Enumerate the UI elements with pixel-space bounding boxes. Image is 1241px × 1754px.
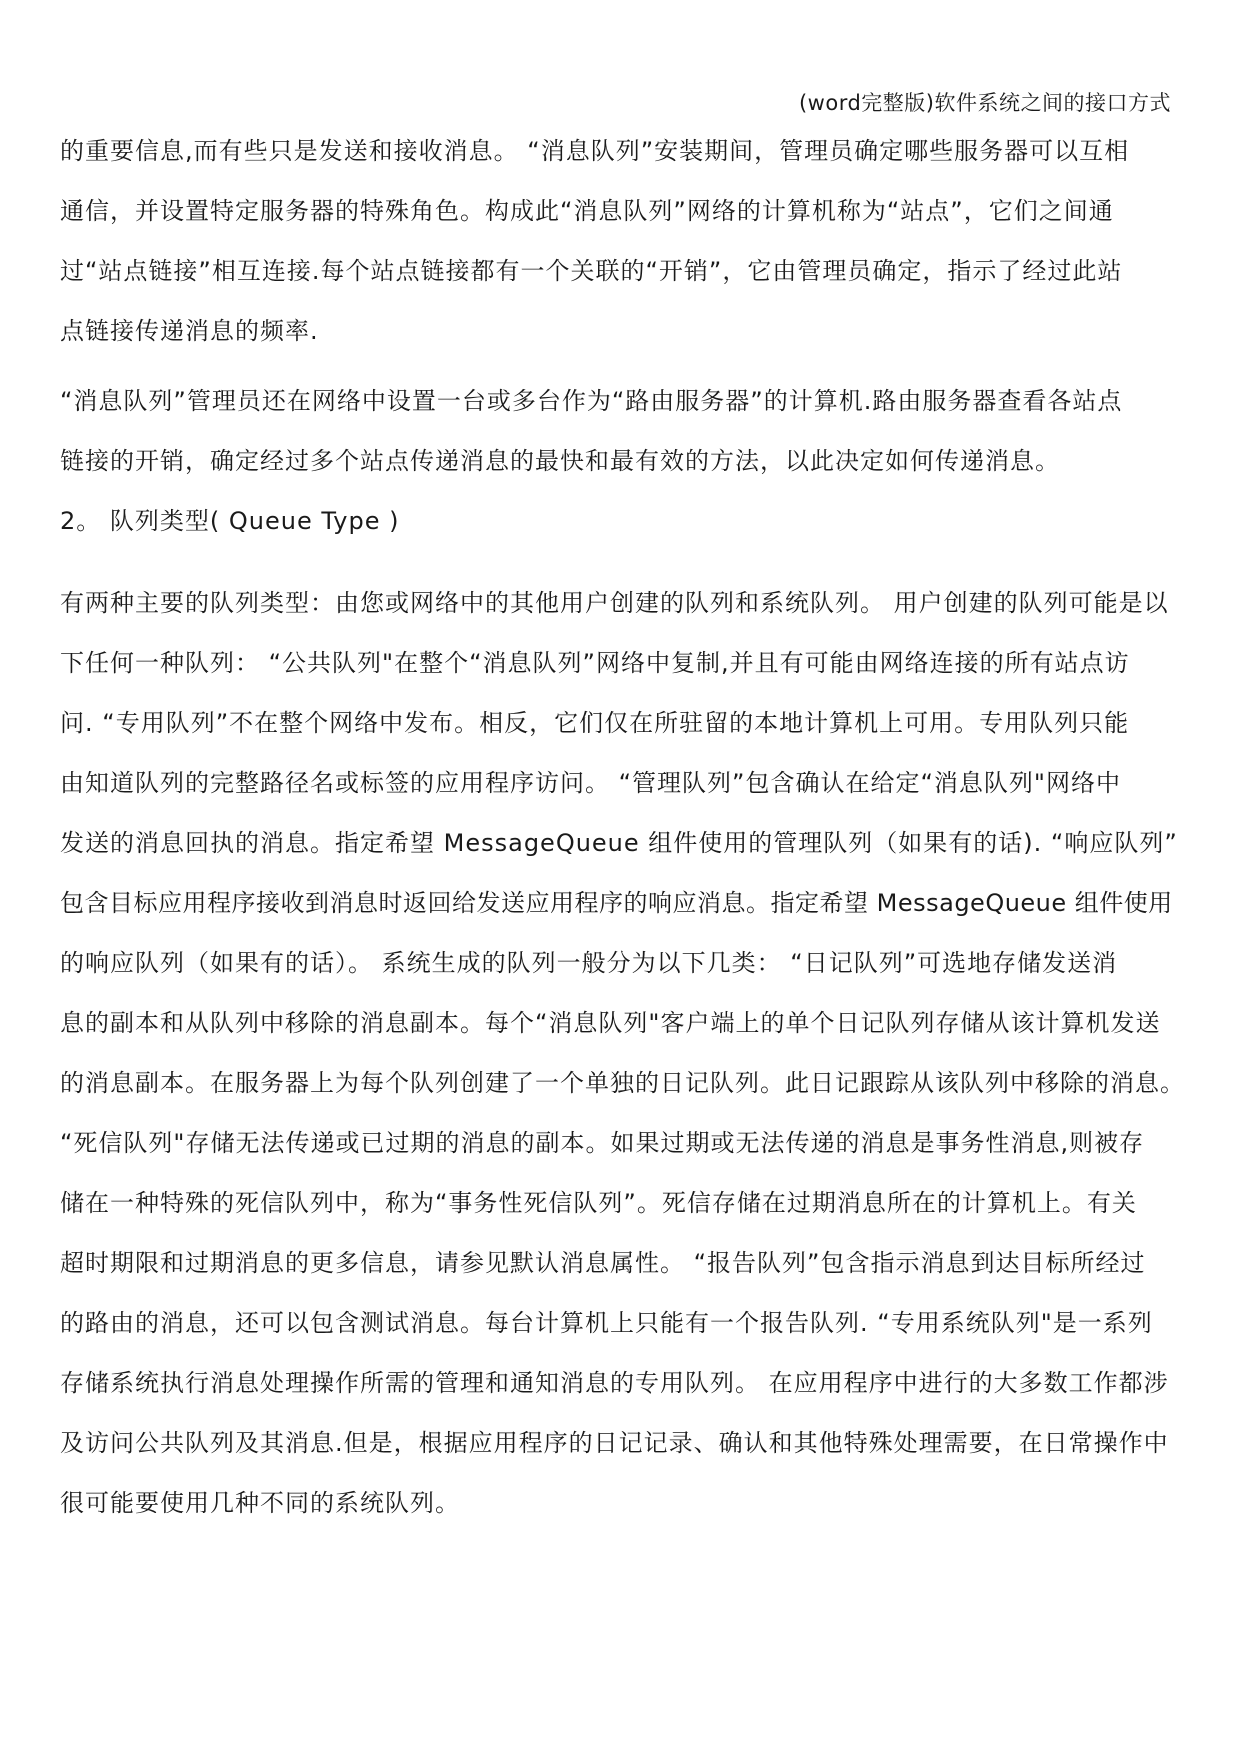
text-line: 下任何一种队列： “公共队列"在整个“消息队列”网络中复制,并且有可能由网络连接的所有站点访 [60, 649, 1130, 677]
text-line: 储在一种特殊的死信队列中，称为“事务性死信队列”。死信存储在过期消息所在的计算机上。有关 [60, 1189, 1137, 1217]
text-line: 链接的开销，确定经过多个站点传递消息的最快和最有效的方法，以此决定如何传递消息。 [60, 447, 1060, 475]
text-line: 通信，并设置特定服务器的特殊角色。构成此“消息队列”网络的计算机称为“站点”，它们之间通 [60, 197, 1114, 225]
text-line: 的消息副本。在服务器上为每个队列创建了一个单独的日记队列。此日记跟踪从该队列中移除的消息。 [60, 1069, 1185, 1097]
paragraph-message-queue-sites [60, 121, 1185, 361]
text-line: 的响应队列（如果有的话）。 系统生成的队列一般分为以下几类： “日记队列”可选地存储发送消 [60, 949, 1118, 977]
text-line: 点链接传递消息的频率. [60, 317, 319, 345]
text-line: 超时期限和过期消息的更多信息，请参见默认消息属性。 “报告队列”包含指示消息到达目标所经过 [60, 1249, 1146, 1277]
text-line: 过“站点链接”相互连接.每个站点链接都有一个关联的“开销”，它由管理员确定，指示了经过此站 [60, 257, 1123, 285]
text-line: 及访问公共队列及其消息.但是，根据应用程序的日记记录、确认和其他特殊处理需要，在日常操作中 [60, 1429, 1169, 1457]
text-line: 息的副本和从队列中移除的消息副本。每个“消息队列"客户端上的单个日记队列存储从该计算机发送 [60, 1009, 1161, 1037]
text-line: “死信队列"存储无法传递或已过期的消息的副本。如果过期或无法传递的消息是事务性消息,则被存 [60, 1129, 1145, 1157]
section-heading: 2。 队列类型( Queue Type ) [60, 507, 400, 535]
text-line: “消息队列”管理员还在网络中设置一台或多台作为“路由服务器”的计算机.路由服务器查看各站点 [60, 387, 1123, 415]
paragraph-queue-types [60, 573, 1185, 1533]
text-line: 的路由的消息，还可以包含测试消息。每台计算机上只能有一个报告队列. “专用系统队列"是一系列 [60, 1309, 1153, 1337]
page-header: (word完整版)软件系统之间的接口方式 [798, 91, 1171, 115]
text-line: 很可能要使用几种不同的系统队列。 [60, 1489, 460, 1517]
text-line: 存储系统执行消息处理操作所需的管理和通知消息的专用队列。 在应用程序中进行的大多数工作都涉 [60, 1369, 1169, 1397]
text-line: 问. “专用队列”不在整个网络中发布。相反，它们仅在所驻留的本地计算机上可用。专用队列只能 [60, 709, 1130, 737]
text-line: 由知道队列的完整路径名或标签的应用程序访问。 “管理队列”包含确认在给定“消息队列"网络中 [60, 769, 1121, 797]
text-line: 包含目标应用程序接收到消息时返回给发送应用程序的响应消息。指定希望 MessageQueue 组件使用 [60, 889, 1173, 917]
text-line: 有两种主要的队列类型：由您或网络中的其他用户创建的队列和系统队列。 用户创建的队列可能是以 [60, 589, 1169, 617]
paragraph-routing-servers [60, 371, 1185, 491]
text-line: 的重要信息,而有些只是发送和接收消息。 “消息队列”安装期间，管理员确定哪些服务器可以互相 [60, 137, 1130, 165]
document-body [60, 121, 1185, 1533]
text-line: 发送的消息回执的消息。指定希望 MessageQueue 组件使用的管理队列（如果有的话). “响应队列” [60, 829, 1178, 857]
